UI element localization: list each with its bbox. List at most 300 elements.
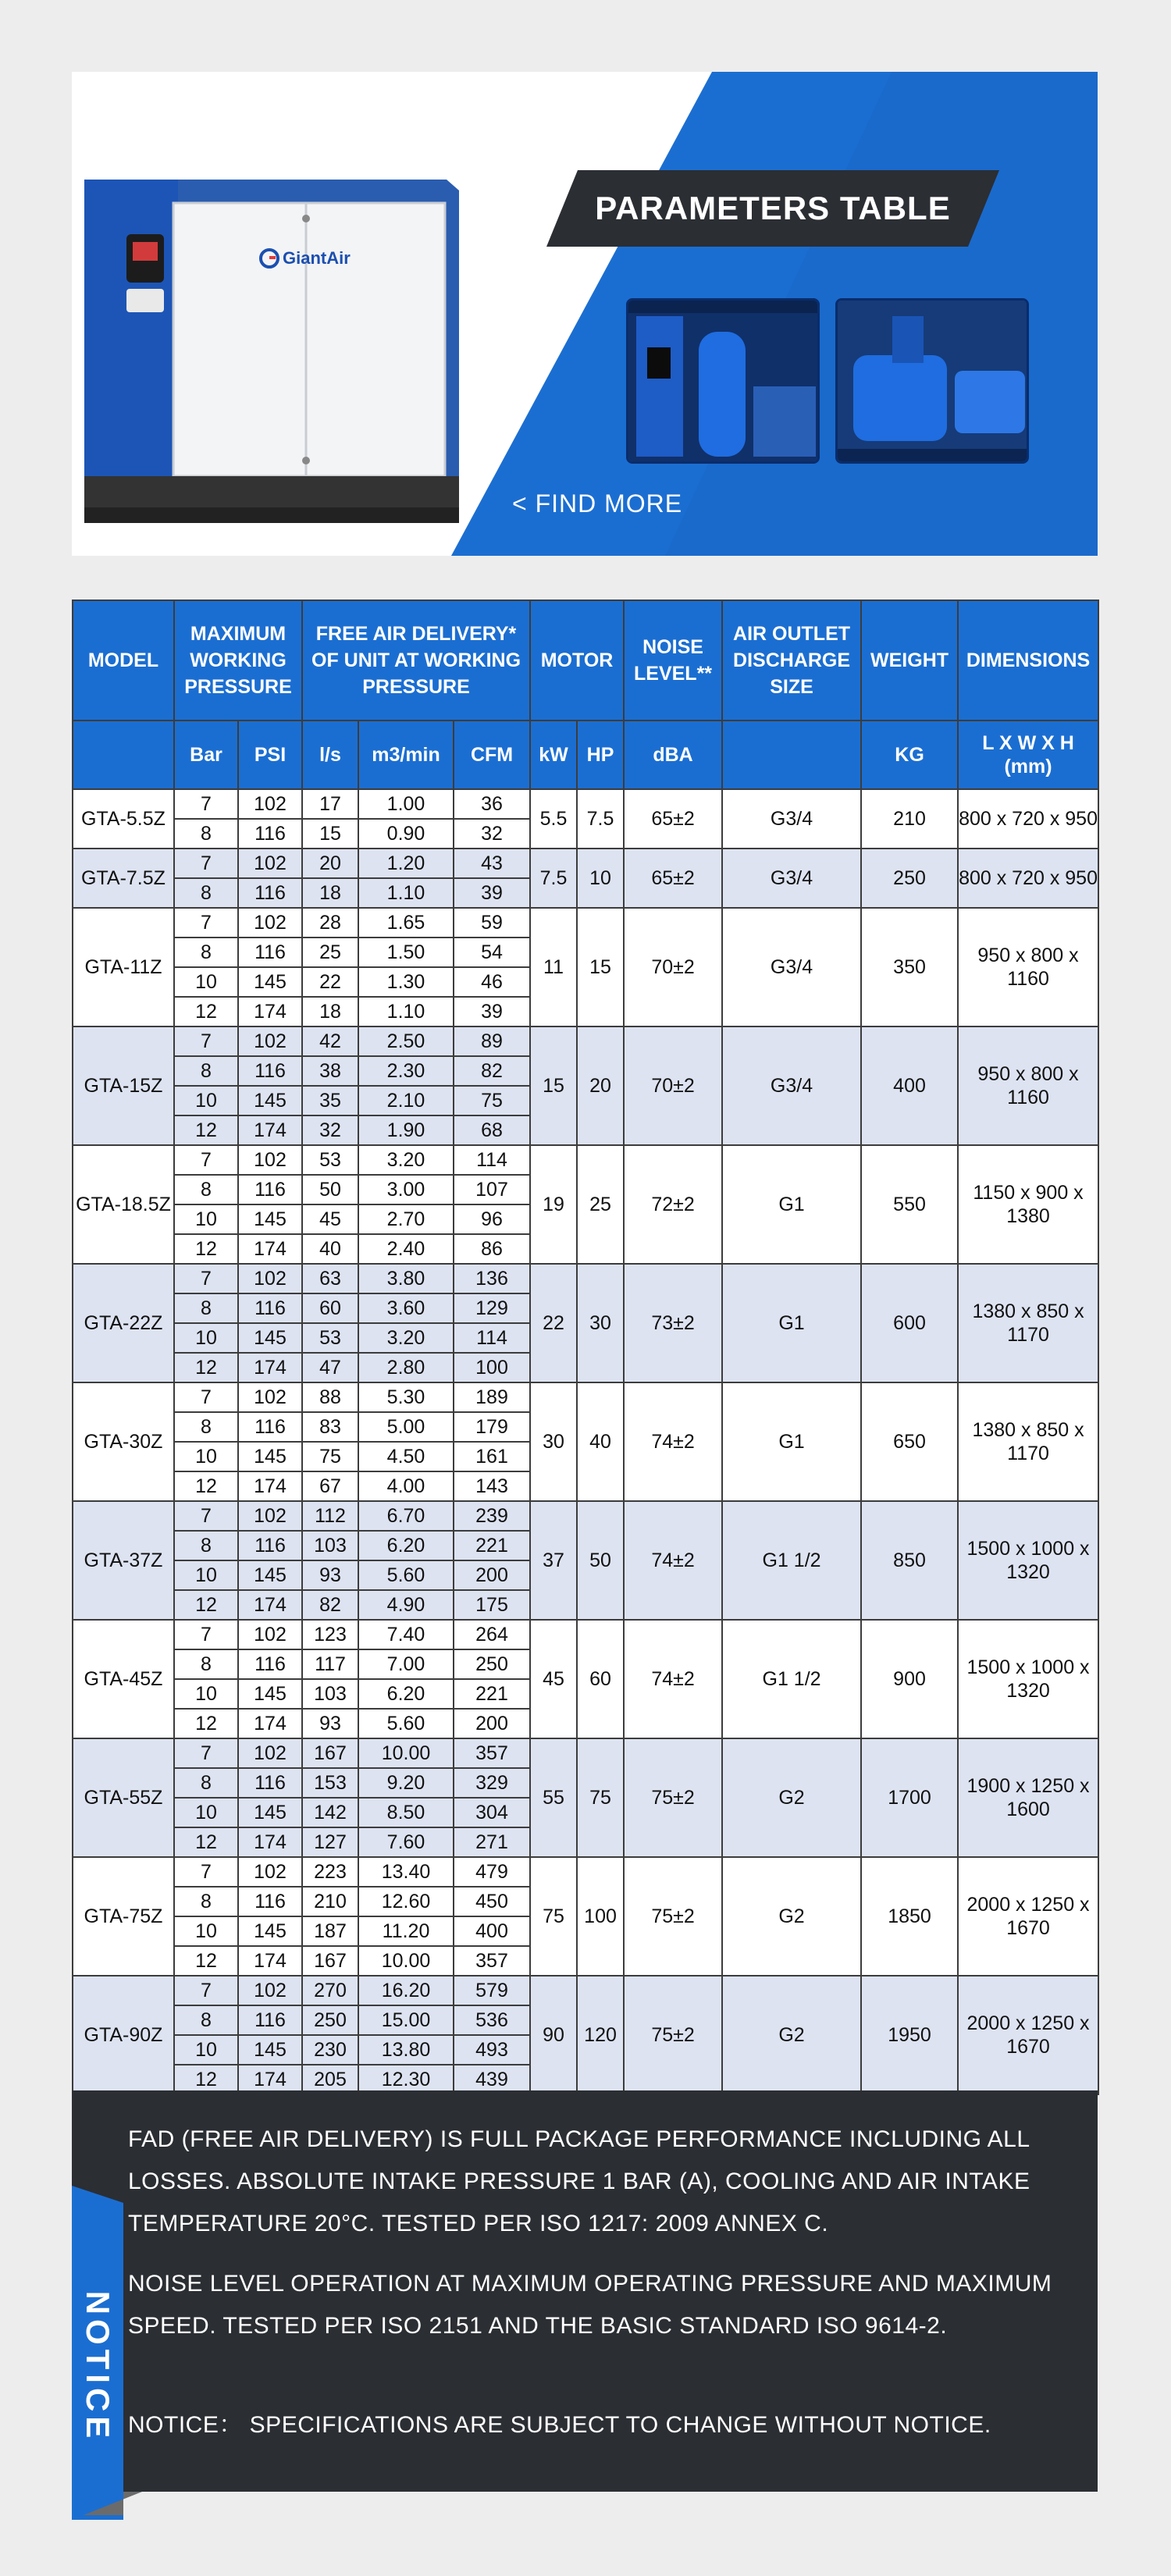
cfm-cell: 357 xyxy=(454,1946,530,1976)
weight-cell: 600 xyxy=(861,1264,958,1382)
cfm-cell: 89 xyxy=(454,1026,530,1056)
hp-cell: 40 xyxy=(577,1382,624,1501)
cfm-cell: 32 xyxy=(454,819,530,849)
ls-cell: 167 xyxy=(302,1946,358,1976)
psi-cell: 116 xyxy=(238,2005,302,2035)
psi-cell: 145 xyxy=(238,1442,302,1471)
dimensions-cell: 2000 x 1250 x 1670 xyxy=(958,1976,1098,2094)
ls-cell: 223 xyxy=(302,1857,358,1887)
psi-cell: 116 xyxy=(238,1293,302,1323)
bar-cell: 12 xyxy=(174,2065,238,2094)
m3min-cell: 1.65 xyxy=(358,908,454,938)
m3min-cell: 6.20 xyxy=(358,1531,454,1560)
m3min-cell: 6.20 xyxy=(358,1679,454,1709)
m3min-cell: 3.20 xyxy=(358,1323,454,1353)
bar-cell: 10 xyxy=(174,2035,238,2065)
parameters-table xyxy=(72,600,1099,2095)
model-cell: GTA-37Z xyxy=(73,1501,174,1620)
ls-cell: 88 xyxy=(302,1382,358,1412)
bar-cell: 8 xyxy=(174,1175,238,1204)
ls-cell: 45 xyxy=(302,1204,358,1234)
ls-cell: 53 xyxy=(302,1323,358,1353)
m3min-cell: 1.50 xyxy=(358,938,454,967)
cfm-cell: 39 xyxy=(454,997,530,1026)
dimensions-cell: 1500 x 1000 x 1320 xyxy=(958,1501,1098,1620)
ls-cell: 205 xyxy=(302,2065,358,2094)
header-noise-level: NOISE LEVEL** xyxy=(624,600,722,720)
psi-cell: 116 xyxy=(238,938,302,967)
noise-cell: 74±2 xyxy=(624,1620,722,1738)
hp-cell: 100 xyxy=(577,1857,624,1976)
psi-cell: 116 xyxy=(238,1056,302,1086)
unit-psi: PSI xyxy=(238,720,302,789)
m3min-cell: 5.30 xyxy=(358,1382,454,1412)
bar-cell: 7 xyxy=(174,1976,238,2005)
m3min-cell: 11.20 xyxy=(358,1916,454,1946)
cfm-cell: 96 xyxy=(454,1204,530,1234)
psi-cell: 145 xyxy=(238,1560,302,1590)
ls-cell: 117 xyxy=(302,1649,358,1679)
dimensions-cell: 1150 x 900 x 1380 xyxy=(958,1145,1098,1264)
ls-cell: 32 xyxy=(302,1115,358,1145)
m3min-cell: 15.00 xyxy=(358,2005,454,2035)
hp-cell: 75 xyxy=(577,1738,624,1857)
m3min-cell: 4.90 xyxy=(358,1590,454,1620)
unit-lwh: L X W X H (mm) xyxy=(958,720,1098,789)
bar-cell: 8 xyxy=(174,819,238,849)
psi-cell: 174 xyxy=(238,1471,302,1501)
noise-cell: 75±2 xyxy=(624,1976,722,2094)
cfm-cell: 200 xyxy=(454,1709,530,1738)
table-row xyxy=(73,1976,1098,2005)
m3min-cell: 3.00 xyxy=(358,1175,454,1204)
bar-cell: 10 xyxy=(174,1798,238,1827)
ls-cell: 103 xyxy=(302,1531,358,1560)
cfm-cell: 271 xyxy=(454,1827,530,1857)
m3min-cell: 5.60 xyxy=(358,1709,454,1738)
kw-cell: 30 xyxy=(530,1382,577,1501)
bar-cell: 7 xyxy=(174,1620,238,1649)
m3min-cell: 10.00 xyxy=(358,1946,454,1976)
ls-cell: 40 xyxy=(302,1234,358,1264)
air-compressor-image xyxy=(72,164,509,531)
cfm-cell: 46 xyxy=(454,967,530,997)
model-cell: GTA-11Z xyxy=(73,908,174,1026)
noise-cell: 74±2 xyxy=(624,1382,722,1501)
header-model: MODEL xyxy=(73,600,174,720)
header-dimensions: DIMENSIONS xyxy=(958,600,1098,720)
ls-cell: 15 xyxy=(302,819,358,849)
noise-cell: 70±2 xyxy=(624,1026,722,1145)
ls-cell: 93 xyxy=(302,1560,358,1590)
m3min-cell: 12.30 xyxy=(358,2065,454,2094)
table-row xyxy=(73,789,1098,819)
hp-cell: 60 xyxy=(577,1620,624,1738)
notice-change-text: NOTICE： SPECIFICATIONS ARE SUBJECT TO CHANGE WITHOUT NOTICE. xyxy=(128,2412,991,2438)
ls-cell: 93 xyxy=(302,1709,358,1738)
ls-cell: 127 xyxy=(302,1827,358,1857)
header-air-outlet: AIR OUTLET DISCHARGE SIZE xyxy=(722,600,861,720)
psi-cell: 174 xyxy=(238,1946,302,1976)
model-cell: GTA-15Z xyxy=(73,1026,174,1145)
bar-cell: 10 xyxy=(174,1323,238,1353)
unit-hp: HP xyxy=(577,720,624,789)
outlet-cell: G2 xyxy=(722,1738,861,1857)
m3min-cell: 2.10 xyxy=(358,1086,454,1115)
kw-cell: 22 xyxy=(530,1264,577,1382)
cfm-cell: 239 xyxy=(454,1501,530,1531)
cfm-cell: 107 xyxy=(454,1175,530,1204)
notice-fad-text: FAD (FREE AIR DELIVERY) IS FULL PACKAGE PERFORMANCE INCLUDING ALL LOSSES. ABSOLUTE INTAKE PRESSURE 1 BAR (A), COOLING AND AIR INTAKE TEMPERATURE 20°C. TESTED PER ISO 1217: 2009 ANNEX C. xyxy=(128,2126,1030,2236)
hp-cell: 10 xyxy=(577,849,624,908)
m3min-cell: 1.20 xyxy=(358,849,454,878)
weight-cell: 650 xyxy=(861,1382,958,1501)
compressor-interior-image-1 xyxy=(626,298,820,464)
ls-cell: 17 xyxy=(302,789,358,819)
hp-cell: 120 xyxy=(577,1976,624,2094)
psi-cell: 116 xyxy=(238,1887,302,1916)
table-body xyxy=(73,789,1098,2094)
ls-cell: 18 xyxy=(302,997,358,1026)
m3min-cell: 4.00 xyxy=(358,1471,454,1501)
bar-cell: 8 xyxy=(174,1887,238,1916)
outlet-cell: G1 xyxy=(722,1145,861,1264)
m3min-cell: 2.40 xyxy=(358,1234,454,1264)
outlet-cell: G1 1/2 xyxy=(722,1501,861,1620)
bar-cell: 7 xyxy=(174,1501,238,1531)
hp-cell: 30 xyxy=(577,1264,624,1382)
psi-cell: 145 xyxy=(238,967,302,997)
m3min-cell: 3.80 xyxy=(358,1264,454,1293)
bar-cell: 10 xyxy=(174,1679,238,1709)
unit-model-blank xyxy=(73,720,174,789)
hp-cell: 15 xyxy=(577,908,624,1026)
psi-cell: 174 xyxy=(238,1115,302,1145)
cfm-cell: 250 xyxy=(454,1649,530,1679)
cfm-cell: 36 xyxy=(454,789,530,819)
header-motor: MOTOR xyxy=(530,600,624,720)
table-row xyxy=(73,1501,1098,1531)
m3min-cell: 1.00 xyxy=(358,789,454,819)
outlet-cell: G1 xyxy=(722,1264,861,1382)
dimensions-cell: 1900 x 1250 x 1600 xyxy=(958,1738,1098,1857)
outlet-cell: G1 xyxy=(722,1382,861,1501)
ls-cell: 53 xyxy=(302,1145,358,1175)
ls-cell: 60 xyxy=(302,1293,358,1323)
cfm-cell: 86 xyxy=(454,1234,530,1264)
hp-cell: 50 xyxy=(577,1501,624,1620)
ls-cell: 67 xyxy=(302,1471,358,1501)
psi-cell: 116 xyxy=(238,878,302,908)
bar-cell: 8 xyxy=(174,938,238,967)
ls-cell: 42 xyxy=(302,1026,358,1056)
ls-cell: 25 xyxy=(302,938,358,967)
m3min-cell: 13.80 xyxy=(358,2035,454,2065)
dimensions-cell: 1380 x 850 x 1170 xyxy=(958,1382,1098,1501)
unit-m3min: m3/min xyxy=(358,720,454,789)
m3min-cell: 1.30 xyxy=(358,967,454,997)
m3min-cell: 5.60 xyxy=(358,1560,454,1590)
weight-cell: 1850 xyxy=(861,1857,958,1976)
notice-noise-text: NOISE LEVEL OPERATION AT MAXIMUM OPERATING PRESSURE AND MAXIMUM SPEED. TESTED PER ISO 2151 AND THE BASIC STANDARD ISO 9614-2. xyxy=(128,2271,1052,2339)
psi-cell: 145 xyxy=(238,1086,302,1115)
ls-cell: 250 xyxy=(302,2005,358,2035)
bar-cell: 12 xyxy=(174,1827,238,1857)
m3min-cell: 7.00 xyxy=(358,1649,454,1679)
bar-cell: 8 xyxy=(174,1056,238,1086)
weight-cell: 400 xyxy=(861,1026,958,1145)
noise-cell: 74±2 xyxy=(624,1501,722,1620)
psi-cell: 102 xyxy=(238,1857,302,1887)
kw-cell: 7.5 xyxy=(530,849,577,908)
weight-cell: 900 xyxy=(861,1620,958,1738)
table-row xyxy=(73,1026,1098,1056)
psi-cell: 174 xyxy=(238,1353,302,1382)
cfm-cell: 59 xyxy=(454,908,530,938)
unit-bar: Bar xyxy=(174,720,238,789)
hp-cell: 20 xyxy=(577,1026,624,1145)
ls-cell: 210 xyxy=(302,1887,358,1916)
cfm-cell: 143 xyxy=(454,1471,530,1501)
bar-cell: 8 xyxy=(174,1768,238,1798)
weight-cell: 850 xyxy=(861,1501,958,1620)
psi-cell: 116 xyxy=(238,1175,302,1204)
psi-cell: 145 xyxy=(238,1916,302,1946)
noise-cell: 75±2 xyxy=(624,1738,722,1857)
unit-cfm: CFM xyxy=(454,720,530,789)
cfm-cell: 221 xyxy=(454,1679,530,1709)
bar-cell: 10 xyxy=(174,1560,238,1590)
ls-cell: 75 xyxy=(302,1442,358,1471)
psi-cell: 102 xyxy=(238,849,302,878)
bar-cell: 10 xyxy=(174,1204,238,1234)
model-cell: GTA-90Z xyxy=(73,1976,174,2094)
model-cell: GTA-22Z xyxy=(73,1264,174,1382)
cfm-cell: 579 xyxy=(454,1976,530,2005)
psi-cell: 116 xyxy=(238,819,302,849)
ls-cell: 270 xyxy=(302,1976,358,2005)
bar-cell: 12 xyxy=(174,1709,238,1738)
cfm-cell: 75 xyxy=(454,1086,530,1115)
table-row xyxy=(73,1382,1098,1412)
psi-cell: 116 xyxy=(238,1531,302,1560)
psi-cell: 174 xyxy=(238,1234,302,1264)
weight-cell: 350 xyxy=(861,908,958,1026)
m3min-cell: 8.50 xyxy=(358,1798,454,1827)
cfm-cell: 68 xyxy=(454,1115,530,1145)
outlet-cell: G3/4 xyxy=(722,908,861,1026)
psi-cell: 145 xyxy=(238,1323,302,1353)
bar-cell: 7 xyxy=(174,1145,238,1175)
weight-cell: 1950 xyxy=(861,1976,958,2094)
psi-cell: 102 xyxy=(238,1501,302,1531)
cfm-cell: 136 xyxy=(454,1264,530,1293)
table-row xyxy=(73,849,1098,878)
ls-cell: 38 xyxy=(302,1056,358,1086)
ls-cell: 142 xyxy=(302,1798,358,1827)
hp-cell: 7.5 xyxy=(577,789,624,849)
psi-cell: 102 xyxy=(238,1382,302,1412)
m3min-cell: 9.20 xyxy=(358,1768,454,1798)
cfm-cell: 450 xyxy=(454,1887,530,1916)
noise-cell: 75±2 xyxy=(624,1857,722,1976)
compressor-interior-image-2 xyxy=(835,298,1029,464)
m3min-cell: 2.30 xyxy=(358,1056,454,1086)
psi-cell: 145 xyxy=(238,1679,302,1709)
cfm-cell: 189 xyxy=(454,1382,530,1412)
weight-cell: 1700 xyxy=(861,1738,958,1857)
kw-cell: 19 xyxy=(530,1145,577,1264)
noise-cell: 73±2 xyxy=(624,1264,722,1382)
psi-cell: 102 xyxy=(238,1976,302,2005)
ls-cell: 82 xyxy=(302,1590,358,1620)
m3min-cell: 5.00 xyxy=(358,1412,454,1442)
psi-cell: 116 xyxy=(238,1768,302,1798)
bar-cell: 7 xyxy=(174,849,238,878)
table-row xyxy=(73,1145,1098,1175)
outlet-cell: G3/4 xyxy=(722,789,861,849)
psi-cell: 145 xyxy=(238,1204,302,1234)
weight-cell: 250 xyxy=(861,849,958,908)
giantair-logo xyxy=(259,248,351,269)
unit-kg: KG xyxy=(861,720,958,789)
parameters-title-bar xyxy=(546,170,999,247)
bar-cell: 7 xyxy=(174,1382,238,1412)
cfm-cell: 221 xyxy=(454,1531,530,1560)
bar-cell: 12 xyxy=(174,1471,238,1501)
cfm-cell: 129 xyxy=(454,1293,530,1323)
psi-cell: 102 xyxy=(238,1620,302,1649)
outlet-cell: G3/4 xyxy=(722,1026,861,1145)
ls-cell: 230 xyxy=(302,2035,358,2065)
bar-cell: 8 xyxy=(174,1412,238,1442)
cfm-cell: 161 xyxy=(454,1442,530,1471)
psi-cell: 102 xyxy=(238,908,302,938)
unit-outlet xyxy=(722,720,861,789)
outlet-cell: G2 xyxy=(722,1857,861,1976)
psi-cell: 145 xyxy=(238,2035,302,2065)
cfm-cell: 179 xyxy=(454,1412,530,1442)
header-max-working-pressure: MAXIMUM WORKING PRESSURE xyxy=(174,600,302,720)
psi-cell: 116 xyxy=(238,1412,302,1442)
cfm-cell: 400 xyxy=(454,1916,530,1946)
kw-cell: 45 xyxy=(530,1620,577,1738)
cfm-cell: 439 xyxy=(454,2065,530,2094)
m3min-cell: 10.00 xyxy=(358,1738,454,1768)
ls-cell: 18 xyxy=(302,878,358,908)
cfm-cell: 114 xyxy=(454,1323,530,1353)
unit-ls: l/s xyxy=(302,720,358,789)
bar-cell: 8 xyxy=(174,1531,238,1560)
cfm-cell: 200 xyxy=(454,1560,530,1590)
find-more-link[interactable]: < FIND MORE xyxy=(512,489,683,518)
cfm-cell: 329 xyxy=(454,1768,530,1798)
m3min-cell: 7.40 xyxy=(358,1620,454,1649)
bar-cell: 12 xyxy=(174,997,238,1026)
outlet-cell: G2 xyxy=(722,1976,861,2094)
bar-cell: 8 xyxy=(174,1649,238,1679)
hero-banner xyxy=(72,72,1098,556)
header-weight: WEIGHT xyxy=(861,600,958,720)
psi-cell: 145 xyxy=(238,1798,302,1827)
bar-cell: 7 xyxy=(174,789,238,819)
bar-cell: 7 xyxy=(174,1738,238,1768)
m3min-cell: 3.20 xyxy=(358,1145,454,1175)
psi-cell: 102 xyxy=(238,1026,302,1056)
dimensions-cell: 950 x 800 x 1160 xyxy=(958,1026,1098,1145)
cfm-cell: 114 xyxy=(454,1145,530,1175)
outlet-cell: G3/4 xyxy=(722,849,861,908)
noise-cell: 65±2 xyxy=(624,789,722,849)
psi-cell: 174 xyxy=(238,1709,302,1738)
m3min-cell: 2.70 xyxy=(358,1204,454,1234)
bar-cell: 12 xyxy=(174,1946,238,1976)
ls-cell: 103 xyxy=(302,1679,358,1709)
table-row xyxy=(73,1620,1098,1649)
cfm-cell: 357 xyxy=(454,1738,530,1768)
psi-cell: 174 xyxy=(238,997,302,1026)
cfm-cell: 175 xyxy=(454,1590,530,1620)
table-row xyxy=(73,1264,1098,1293)
noise-cell: 70±2 xyxy=(624,908,722,1026)
kw-cell: 55 xyxy=(530,1738,577,1857)
bar-cell: 10 xyxy=(174,1916,238,1946)
ls-cell: 187 xyxy=(302,1916,358,1946)
dimensions-cell: 1380 x 850 x 1170 xyxy=(958,1264,1098,1382)
dimensions-cell: 800 x 720 x 950 xyxy=(958,849,1098,908)
unit-dba: dBA xyxy=(624,720,722,789)
psi-cell: 102 xyxy=(238,1145,302,1175)
ls-cell: 167 xyxy=(302,1738,358,1768)
m3min-cell: 0.90 xyxy=(358,819,454,849)
dimensions-cell: 800 x 720 x 950 xyxy=(958,789,1098,849)
m3min-cell: 1.10 xyxy=(358,878,454,908)
notice-label: NOTICE xyxy=(80,2290,116,2443)
table-row xyxy=(73,1857,1098,1887)
m3min-cell: 4.50 xyxy=(358,1442,454,1471)
psi-cell: 174 xyxy=(238,1827,302,1857)
cfm-cell: 54 xyxy=(454,938,530,967)
parameters-title: PARAMETERS TABLE xyxy=(595,190,951,226)
brand-name: GiantAir xyxy=(283,248,351,268)
bar-cell: 8 xyxy=(174,878,238,908)
model-cell: GTA-18.5Z xyxy=(73,1145,174,1264)
giantair-logo-icon xyxy=(259,248,279,269)
kw-cell: 11 xyxy=(530,908,577,1026)
bar-cell: 12 xyxy=(174,1115,238,1145)
ls-cell: 50 xyxy=(302,1175,358,1204)
header-free-air-delivery: FREE AIR DELIVERY* OF UNIT AT WORKING PRESSURE xyxy=(302,600,530,720)
model-cell: GTA-30Z xyxy=(73,1382,174,1501)
dimensions-cell: 1500 x 1000 x 1320 xyxy=(958,1620,1098,1738)
bar-cell: 12 xyxy=(174,1353,238,1382)
ls-cell: 20 xyxy=(302,849,358,878)
noise-cell: 72±2 xyxy=(624,1145,722,1264)
bar-cell: 7 xyxy=(174,908,238,938)
m3min-cell: 2.80 xyxy=(358,1353,454,1382)
model-cell: GTA-55Z xyxy=(73,1738,174,1857)
bar-cell: 12 xyxy=(174,1590,238,1620)
ls-cell: 28 xyxy=(302,908,358,938)
psi-cell: 102 xyxy=(238,1264,302,1293)
kw-cell: 75 xyxy=(530,1857,577,1976)
psi-cell: 102 xyxy=(238,789,302,819)
ls-cell: 47 xyxy=(302,1353,358,1382)
model-cell: GTA-45Z xyxy=(73,1620,174,1738)
bar-cell: 10 xyxy=(174,1086,238,1115)
ls-cell: 112 xyxy=(302,1501,358,1531)
weight-cell: 210 xyxy=(861,789,958,849)
